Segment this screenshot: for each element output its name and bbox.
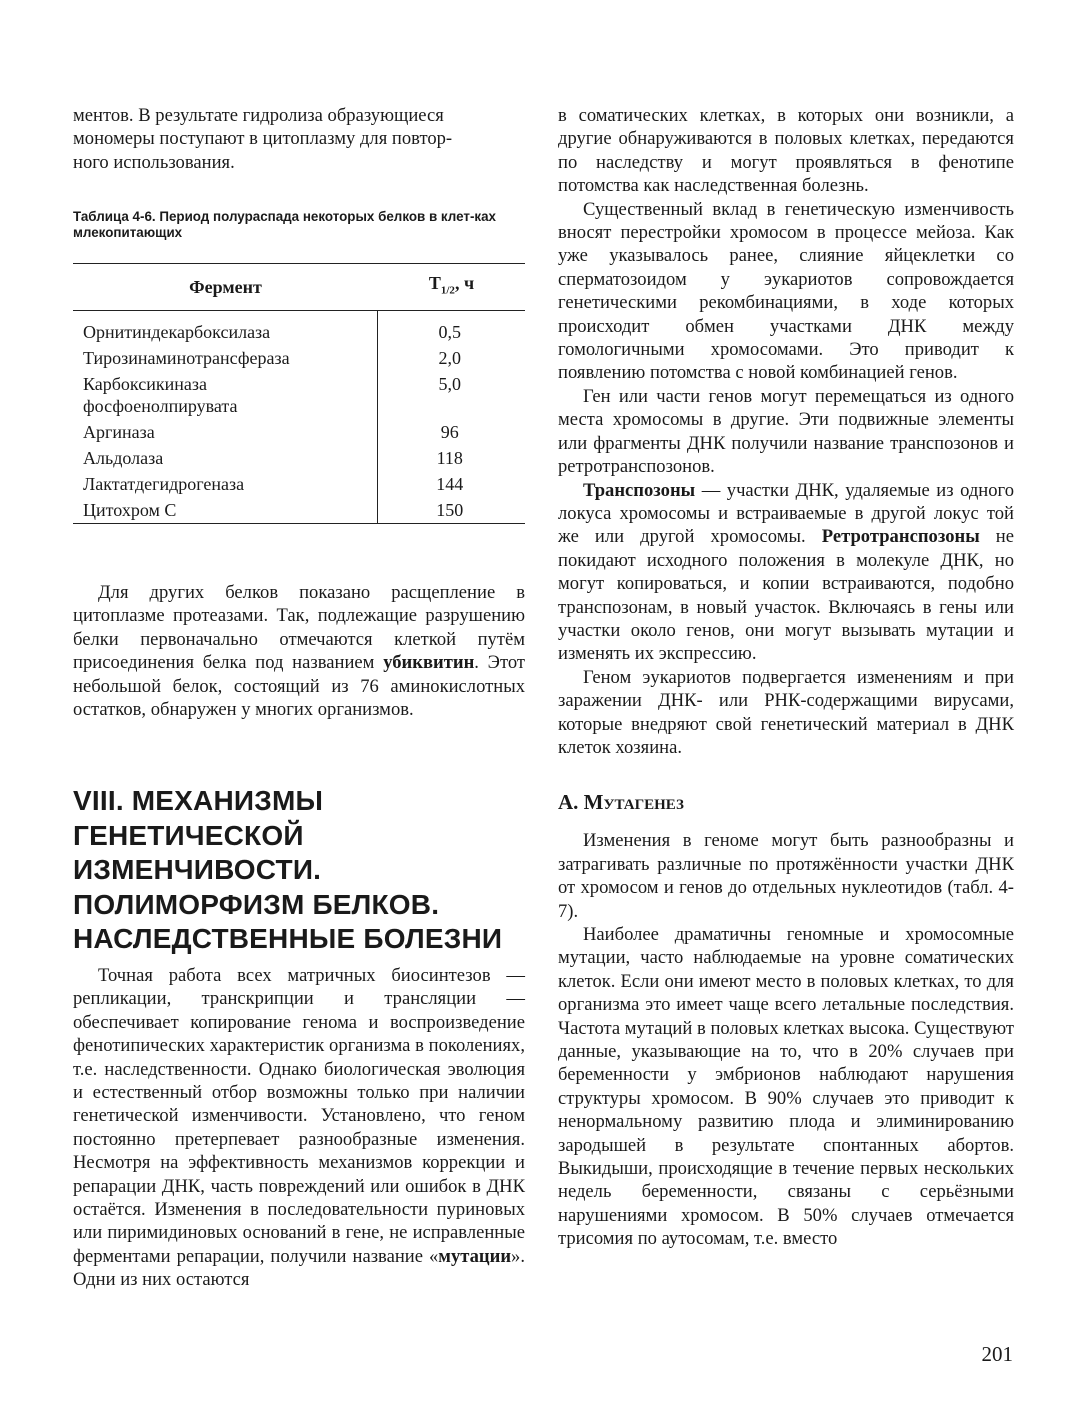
ubiquitin-text-after: . Этот небольшой белок, состоящий из 76 аминокислотных остатков, обнаружен у многих организмов.	[73, 652, 525, 721]
retrotransposons-text: не покидают исходного положения в молекуле ДНК, но могут копироваться, и копии встраиваются, подобно транспозонам, в новый участок. Включаясь в гены или участки около генов, они могут вызывать мутации и изменять их экспрессию.	[558, 526, 1014, 665]
table-cell-enzyme: Аргиназа	[83, 422, 155, 442]
table-cell-enzyme: Карбоксикиназа фосфоенолпирувата	[83, 374, 238, 416]
table-row	[73, 471, 525, 497]
right-paragraph-6: Изменения в геноме могут быть разнообразны и затрагивать различные по протяжённости участки ДНК от хромосом и генов до отдельных нуклеотидов (табл. 4-7).	[558, 830, 1014, 922]
table-cell-value: 118	[378, 445, 525, 471]
table-header-enzyme: Фермент	[73, 264, 378, 311]
left-column-mutation	[73, 964, 525, 1292]
page-number: 201	[981, 1342, 1013, 1366]
right-paragraph-2: Существенный вклад в генетическую изменчивость вносят перестройки хромосом в процессе мейоза. Как уже указывалось ранее, слияние яйцеклетки со сперматозоидом у эукариотов сопровождается генетическими рекомбинациями, в ходе которых происходит обмен участками ДНК между гомологичными хромосомами. Это приводит к появлению потомства с новой комбинацией генов.	[558, 198, 1014, 384]
table-header-half-life: $T_{1/2}$, ч	[378, 264, 525, 311]
transposons-text: — участки ДНК, удаляемые из одного локуса хромосомы и встраиваемые в другой локус той же или другой хромосомы.	[558, 479, 1014, 548]
right-paragraph-7: Наиболее драматичны геномные и хромосомные мутации, часто наблюдаемые на уровне соматических клеток. Если они имеют место в половых клетках, то для организма это имеет чаще всего летальные последствия. Частота мутаций в половых клетках высока. Существуют данные, указывающие на то, что в 20% случаев при беременности у эмбрионов наблюдают нарушения структуры хромосом. В 90% случаев это приводит к ненормальному развитию плода и элиминированию зародышей в результате спонтанных абортов. Выкидыши, происходящие в течение первых нескольких недель беременности, связаны с серьёзными нарушениями хромосом. В 50% случаев отмечается трисомия по аутосомам, т.е. вместо	[558, 924, 1014, 1250]
mutation-paragraph	[73, 964, 525, 1292]
left-column-intro	[73, 104, 525, 174]
right-paragraph-5: Геном эукариотов подвергается изменениям и при заражении ДНК- или РНК-содержащими вирусами, которые внедряют свой генетический материал в ДНК клеток хозяина.	[558, 666, 1014, 758]
intro-paragraph	[73, 104, 525, 174]
table-row	[73, 371, 525, 419]
table-row	[73, 345, 525, 371]
subsection-heading: А. Мутагенез	[558, 790, 684, 815]
table-row	[73, 497, 525, 524]
table-row	[73, 311, 525, 346]
table-cell-value: 150	[378, 497, 525, 524]
table-cell-enzyme: Альдолаза	[83, 448, 164, 468]
ubiquitin-keyword: убиквитин	[383, 652, 475, 674]
table-cell-value: 5,0	[378, 371, 525, 419]
table-cell-enzyme: Лактатдегидрогеназа	[83, 474, 245, 494]
table-cell-value: 2,0	[378, 345, 525, 371]
half-life-table	[73, 263, 525, 524]
right-paragraph-4	[558, 479, 1014, 666]
table-row	[73, 419, 525, 445]
mutation-text-after: ». Одни из них остаются	[73, 1245, 525, 1291]
retrotransposons-keyword: Ретротранспозоны	[821, 526, 980, 548]
right-paragraph-3: Ген или части генов могут перемещаться из одного места хромосомы в другие. Эти подвижные элементы или фрагменты ДНК получили название транспозонов и ретротранспозонов.	[558, 385, 1014, 478]
intro-line-2: мономеры поступают в цитоплазму для повтор-	[73, 128, 453, 150]
table-cell-enzyme: Тирозинаминотрансфераза	[83, 348, 290, 368]
table-caption: Таблица 4-6. Период полураспада некоторых белков в клет-ках млекопитающих	[73, 209, 497, 240]
section-heading: VIII. МЕХАНИЗМЫ ГЕНЕТИЧЕСКОЙ ИЗМЕНЧИВОСТИ. ПОЛИМОРФИЗМ БЕЛКОВ. НАСЛЕДСТВЕННЫЕ БОЛЕЗНИ	[73, 785, 503, 954]
transposons-keyword: Транспозоны	[583, 479, 696, 501]
mutation-keyword: мутации	[438, 1245, 512, 1267]
right-column	[558, 104, 1014, 1251]
mutation-text-before: Точная работа всех матричных биосинтезов — репликации, транскрипции и трансляции — обеспечивает копирование генома и воспроизведение фенотипических характеристик организма в поколениях, т.е. наследственности. Однако биологическая эволюция и естественный отбор возможны только при наличии генетической изменчивости. Установлено, что геном постоянно претерпевает разнообразные изменения. Несмотря на эффективность механизмов коррекции и репарации ДНК, часть повреждений или ошибок в ДНК остаётся. Изменения в последовательности пуриновых или пиримидиновых оснований в гене, не исправленные ферментами репарации, получили название «	[73, 965, 525, 1267]
table-cell-value: 0,5	[378, 311, 525, 346]
table-cell-value: 96	[378, 419, 525, 445]
ubiquitin-paragraph	[73, 581, 525, 721]
table-row	[73, 445, 525, 471]
intro-line-3: ного использования.	[73, 151, 235, 173]
ubiquitin-text-before: Для других белков показано расщепление в цитоплазме протеазами. Так, подлежащие разрушению белки первоначально отмечаются клеткой путём присоединения белка под названием	[73, 582, 525, 674]
table-cell-enzyme: Цитохром С	[73, 497, 378, 524]
table-cell-enzyme: Орнитиндекарбоксилаза	[83, 322, 271, 342]
right-paragraph-1: в соматических клетках, в которых они возникли, а другие обнаруживаются в половых клетках, передаются по наследству и могут проявляться в фенотипе потомства как наследственная болезнь.	[558, 105, 1014, 197]
intro-line-1: ментов. В результате гидролиза образующиеся	[73, 105, 444, 126]
left-column-ubiquitin	[73, 581, 525, 721]
table-cell-value: 144	[378, 471, 525, 497]
